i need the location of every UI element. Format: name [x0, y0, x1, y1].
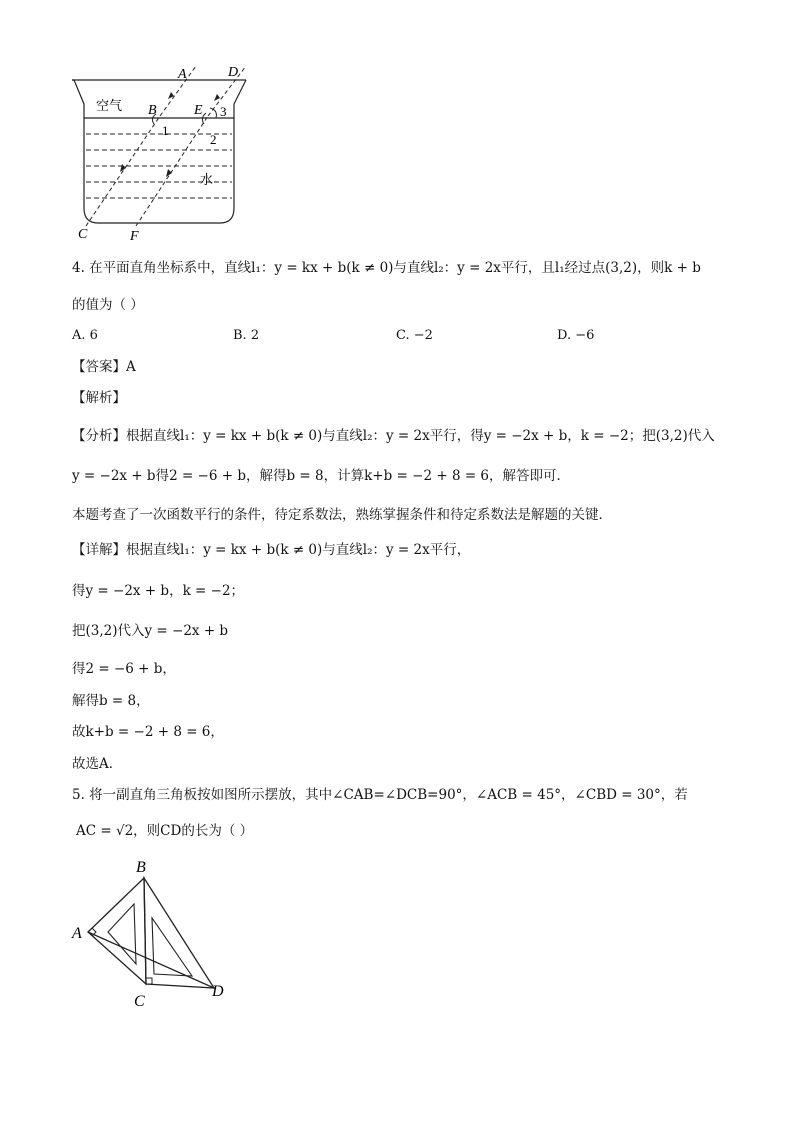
label-1: 1: [162, 123, 169, 138]
q4-option-c: C. −2: [396, 328, 433, 343]
triangle-figure: [66, 854, 246, 1014]
label-E: E: [194, 103, 203, 118]
q5-stem-line1: 5. 将一副直角三角板按如图所示摆放，其中∠CAB=∠DCB=90°，∠ACB = 45°，∠CBD = 30°，若: [72, 787, 688, 803]
label-B: B: [148, 103, 157, 118]
q4-step1: 得y = −2x + b，k = −2；: [72, 583, 245, 599]
label-C: C: [78, 227, 88, 242]
q4-step6: 故选A．: [72, 756, 123, 772]
label-D: D: [228, 65, 239, 80]
q4-answer: 【答案】A: [72, 359, 136, 375]
label-F: F: [130, 229, 139, 244]
q4-fenxi-line3: 本题考查了一次函数平行的条件，待定系数法，熟练掌握条件和待定系数法是解题的关键．: [72, 507, 612, 523]
q4-fenxi-line2: y = −2x + b得2 = −6 + b，解得b = 8，计算k+b = −2 + 8 = 6，解答即可．: [72, 468, 571, 484]
air-label: 空气: [96, 98, 123, 113]
q4-xiangjie-line1: 【详解】根据直线l₁：y = kx + b(k ≠ 0)与直线l₂：y = 2x平行，: [72, 542, 471, 558]
tri-label-A: A: [72, 925, 82, 942]
q4-step4: 解得b = 8，: [72, 693, 150, 709]
label-A: A: [178, 67, 187, 82]
label-2: 2: [210, 132, 217, 147]
tri-label-C: C: [134, 993, 145, 1010]
q4-option-a: A. 6: [72, 328, 98, 343]
q5-stem-line2: AC = √2，则CD的长为（ ）: [76, 823, 254, 839]
q4-option-d: D. −6: [557, 328, 595, 343]
q4-option-b: B. 2: [233, 328, 260, 343]
q4-stem-line2: 的值为（ ）: [72, 297, 144, 313]
refraction-figure: [60, 58, 260, 248]
tri-label-D: D: [212, 983, 224, 1000]
q4-fenxi-line1: 【分析】根据直线l₁：y = kx + b(k ≠ 0)与直线l₂：y = 2x平行，得y = −2x + b，k = −2；把(3,2)代入: [72, 428, 715, 444]
label-3: 3: [220, 104, 227, 119]
q4-step2: 把(3,2)代入y = −2x + b: [72, 623, 229, 639]
tri-label-B: B: [136, 859, 146, 876]
q4-stem-line1: 4. 在平面直角坐标系中，直线l₁：y = kx + b(k ≠ 0)与直线l₂：y = 2x平行，且l₁经过点(3,2)，则k + b: [72, 260, 701, 276]
q4-step5: 故k+b = −2 + 8 = 6，: [72, 724, 224, 740]
q4-step3: 得2 = −6 + b，: [72, 661, 176, 677]
q4-analysis-tag: 【解析】: [72, 390, 126, 406]
water-label: 水: [200, 172, 214, 187]
